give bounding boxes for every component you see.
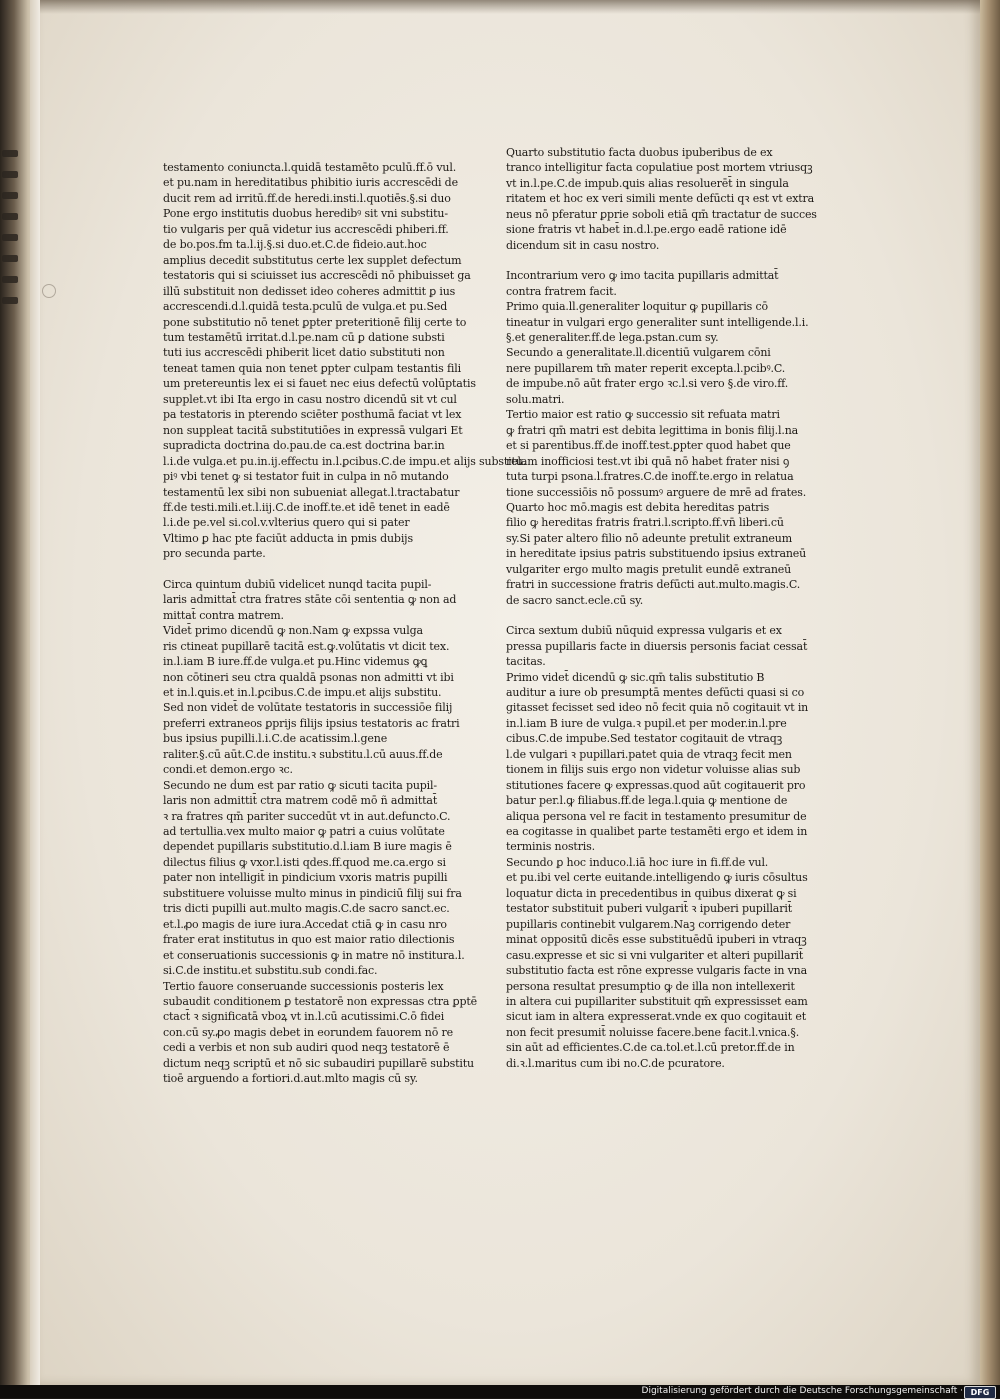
text-line: pressa pupillaris facte in diuersis personis faciat cessat̄ (506, 639, 808, 653)
text-line: Sed non videt̄ de volūtate testatoris in successiōe filij (163, 701, 453, 715)
text-line: tio vulgaris per quā videtur ius accrescēdi phiberi.ff. (163, 222, 449, 236)
previous-page-marks (2, 150, 18, 318)
left-page-edge (0, 0, 40, 1385)
text-line: loquatur dicta in precedentibus in quibus dixerat ꝙ si (506, 886, 797, 900)
text-line: illū substituit non dedisset ideo coheres admittit ꝑ ius (163, 284, 456, 298)
text-line: tranco intelligitur facta copulatiue post mortem vtriusqꝫ (506, 161, 813, 175)
text-line: vulgariter ergo multo magis pretulit eundē extraneū (506, 562, 792, 576)
text-line: aliqua persona vel re facit in testamento presumitur de (506, 809, 807, 823)
text-line: l.de vulgari ꝛ pupillari.patet quia de vtraqꝫ fecit men (506, 747, 792, 761)
text-line: Primo quia.ll.generaliter loquitur ꝙ pupillaris cō (506, 300, 768, 314)
text-line: substitutio facta est rōne expresse vulgaris facte in vna (506, 964, 808, 978)
text-line: de bo.pos.fm ta.l.ij.§.si duo.et.C.de fideio.aut.hoc (163, 238, 427, 252)
paragraph-gap (163, 562, 451, 577)
text-line: et si parentibus.ff.de inoff.test.ꝑpter quod habet que (506, 439, 791, 453)
text-line: dilectus filius ꝙ vxor.l.isti qdes.ff.quod me.ca.ergo si (163, 855, 446, 869)
text-line: bus ipsius pupilli.l.i.C.de acatissim.l.gene (163, 732, 388, 746)
text-line: Pone ergo institutis duobus heredibꝰ sit vni substitu- (163, 207, 448, 221)
text-line: testatoris qui si sciuisset ius accrescēdi nō phibuisset ga (163, 269, 471, 283)
page-top-shadow (40, 0, 980, 14)
text-line: de impube.nō aūt frater ergo ꝛc.l.si vero §.de viro.ff. (506, 377, 789, 391)
text-line: raliter.§.cū aūt.C.de institu.ꝛ substitu.l.cū auus.ff.de (163, 747, 443, 761)
text-line: supplet.vt ibi Ita ergo in casu nostro dicendū sit vt cul (163, 392, 457, 406)
text-line: Circa quintum dubiū videlicet nunqd tacita pupil- (163, 577, 432, 591)
text-line: subaudit conditionem ꝑ testatorē non expressas ctra ꝑptē (163, 995, 477, 1009)
text-line: sin aūt ad efficientes.C.de ca.tol.et.l.cū pretor.ff.de in (506, 1041, 795, 1055)
text-line: amplius decedit substitutus certe lex supplet defectum (163, 253, 462, 267)
text-line: pro secunda parte. (163, 547, 266, 561)
text-line: in.l.iam B iure.ff.de vulga.et pu.Hinc videmus ꝙꝗ (163, 655, 428, 669)
text-line: Secundo a generalitate.ll.dicentiū vulgarem cōni (506, 346, 771, 360)
text-line: Incontrarium vero ꝙ imo tacita pupillaris admittat̄ (506, 269, 779, 283)
text-line: cibus.C.de impube.Sed testator cogitauit de vtraqꝫ (506, 732, 783, 746)
text-line: non fecit presumit̄ noluisse facere.bene facit.l.vnica.§. (506, 1025, 800, 1039)
text-line: tuta turpi psona.l.fratres.C.de inoff.te.ergo in relatua (506, 470, 794, 484)
page-fold (30, 0, 40, 1385)
text-line: ea cogitasse in qualibet parte testamēti ergo et idem in (506, 825, 808, 839)
text-line: vt in.l.pe.C.de impub.ꝗuis alias resoluerēt̄ in singula (506, 176, 789, 190)
text-line: de sacro sanct.ecle.cū sy. (506, 593, 644, 607)
text-line: fratri in successione fratris defūcti aut.multo.magis.C. (506, 578, 801, 592)
text-line: Quarto hoc mō.magis est debita hereditas patris (506, 500, 770, 514)
text-line: tacitas. (506, 655, 546, 669)
text-line: filio ꝙ hereditas fratris fratri.l.scripto.ff.vn̄ liberi.cū (506, 516, 784, 530)
text-line: dicendum sit in casu nostro. (506, 238, 660, 252)
text-line: condi.et demon.ergo ꝛc. (163, 763, 293, 777)
text-line: testator substituit puberi vulgarit̄ ꝛ ipuberi pupillarit̄ (506, 902, 792, 916)
text-line: auditur a iure ob presumptā mentes defūcti quasi si co (506, 685, 805, 699)
text-line: tione successiōis nō possumꝰ arguere de mrē ad frates. (506, 485, 807, 499)
text-line: Secundo ꝑ hoc induco.l.iā hoc iure in fi.ff.de vul. (506, 855, 769, 869)
text-line: et in.l.ꝗuis.et in.l.ꝑcibus.C.de impu.et alijs substitu. (163, 685, 442, 699)
text-line: in altera cui pupillariter substituit qm̄ expressisset eam (506, 995, 808, 1009)
text-line: um pretereuntis lex ei si fauet nec eius defectū volūptatis (163, 377, 476, 391)
text-line: et pu.ibi vel certe euitande.intelligendo ꝙ iuris cōsultus (506, 871, 808, 885)
text-line: stitutiones facere ꝙ expressas.quod aūt cogitauerit pro (506, 778, 806, 792)
text-line: non cōtineri seu ctra qualdā psonas non admitti vt ibi (163, 670, 454, 684)
text-line: si.C.de institu.et substitu.sub condi.fac. (163, 964, 378, 978)
text-line: testamento coniuncta.l.quidā testamēto pculū.ff.ō vul. (163, 161, 457, 174)
paragraph-gap (506, 253, 788, 268)
text-line: persona resultat presumptio ꝙ de illa non intellexerit (506, 979, 795, 993)
text-line: et.l.ꝓo magis de iure iura.Accedat ctiā ꝙ in casu nro (163, 917, 447, 931)
text-line: l.i.de pe.vel si.col.v.vlterius quero qui si pater (163, 516, 410, 530)
text-line: nere pupillarem tm̄ mater reperit excepta.l.pcibꝰ.C. (506, 361, 786, 375)
right-text-column (506, 145, 817, 1071)
text-line: laris admittat̄ ctra fratres stāte cōi sententia ꝙ non ad (163, 593, 457, 607)
footer-credit: Digitalisierung gefördert durch die Deutsche Forschungsgemeinschaft · (641, 1386, 963, 1396)
text-line: substituere voluisse multo minus in pindiciū filij sui fra (163, 886, 462, 900)
text-line: l.i.de vulga.et pu.in.ij.effectu in.l.ꝑcibus.C.de impu.et alijs substitu. (163, 454, 527, 468)
text-line: tineatur in vulgari ergo generaliter sunt intelligende.l.i. (506, 315, 809, 329)
text-line: ꝙ fratri qm̄ matri est debita legittima in bonis filij.l.na (506, 423, 799, 437)
text-line: sy.Si pater altero filio nō adeunte pretulit extraneum (506, 531, 792, 545)
text-line: frater erat institutus in quo est maior ratio dilectionis (163, 933, 455, 947)
text-line: Tertio fauore conseruande successionis posteris lex (163, 979, 444, 993)
text-line: Vltimo ꝑ hac pte faciūt adducta in pmis dubijs (163, 531, 413, 545)
text-line: dependet pupillaris substitutio.d.l.iam B iure magis ē (163, 840, 452, 854)
right-page-edge (980, 0, 1000, 1385)
text-line: batur per.l.ꝙ filiabus.ff.de lega.l.quia ꝙ mentione de (506, 794, 788, 808)
text-line: in.l.iam B iure de vulga.ꝛ pupil.et per moder.in.l.pre (506, 716, 787, 730)
text-line: solu.matri. (506, 392, 565, 406)
text-line: ris ctineat pupillarē tacitā est.ꝙ.volūtatis vt dicit tex. (163, 639, 450, 653)
text-line: pa testatoris in pterendo sciēter posthumā faciat vt lex (163, 408, 462, 422)
text-line: ctact̄ ꝛ significatā vboꝝ vt in.l.cū acutissimi.C.ō fidei (163, 1010, 445, 1024)
text-line: Primo videt̄ dicendū ꝙ sic.qm̄ talis substitutio B (506, 670, 765, 684)
text-line: Circa sextum dubiū nūquid expressa vulgaris et ex (506, 624, 782, 638)
text-line: relam inofficiosi test.vt ibi quā nō habet frater nisi ꝯ (506, 454, 790, 468)
footer-bar (0, 1385, 1000, 1398)
text-line: accrescendi.d.l.quidā testa.pculū de vulga.et pu.Sed (163, 300, 448, 314)
text-line: cedi a verbis et non sub audiri quod neqꝫ testatorē ē (163, 1041, 450, 1055)
text-line: supradicta doctrina do.pau.de ca.est doctrina bar.in (163, 439, 445, 453)
text-line: in hereditate ipsius patris substituendo ipsius extraneū (506, 547, 807, 561)
text-line: Quarto substitutio facta duobus ipuberibus de ex (506, 146, 773, 159)
text-line: neus nō pferatur ꝑprie soboli etiā qm̄ tractatur de succes (506, 207, 817, 221)
text-line: Videt̄ primo dicendū ꝙ non.Nam ꝙ expssa vulga (163, 624, 423, 638)
text-line: tuti ius accrescēdi phiberit licet datio substituti non (163, 346, 445, 360)
text-line: contra fratrem facit. (506, 284, 617, 298)
text-line: ꝛ ra fratres qm̄ pariter succedūt vt in aut.defuncto.C. (163, 809, 451, 823)
text-line: gitasset fecisset sed ideo nō fecit quia nō cogitauit vt in (506, 701, 809, 715)
text-line: ff.de testi.mili.et.l.iij.C.de inoff.te.et idē tenet in eadē (163, 500, 450, 514)
text-line: mittat̄ contra matrem. (163, 608, 284, 622)
text-line: non suppleat tacitā substitutiōes in expressā vulgari Et (163, 423, 463, 437)
text-line: laris non admittit̄ ctra matrem codē mō ñ admittat̄ (163, 794, 438, 808)
text-line: casu.expresse et sic si vni vulgariter et alteri pupillarit̄ (506, 948, 804, 962)
text-line: ducit rem ad irritū.ff.de heredi.insti.l.quotiēs.§.si duo (163, 191, 451, 205)
text-line: piꝰ vbi tenet ꝙ si testator fuit in culpa in nō mutando (163, 470, 449, 484)
text-line: sione fratris vt habet̄ in.d.l.pe.ergo eadē ratione idē (506, 223, 787, 237)
text-line: tionem in filijs suis ergo non videtur voluisse alias sub (506, 763, 801, 777)
text-line: pone substitutio nō tenet ꝑpter preteritionē filij certe to (163, 315, 467, 329)
text-line: tum testamētū irritat.d.l.pe.nam cū ꝑ datione substi (163, 330, 445, 344)
text-line: Secundo ne ḋum est par ratio ꝙ sicuti tacita pupil- (163, 778, 437, 792)
text-line: di.ꝛ.l.maritus cum ibi no.C.de pcuratore. (506, 1056, 725, 1070)
text-line: teneat tamen quia non tenet ꝑpter culpam testantis fili (163, 361, 462, 375)
text-line: et pu.nam in hereditatibus phibitio iuris accrescēdi de (163, 176, 458, 190)
text-line: minat oppositū dicēs esse substituēdū ipuberi in vtraqꝫ (506, 933, 807, 947)
text-line: testamentū lex sibi non subueniat allegat.l.tractabatur (163, 485, 460, 499)
paper-hole (42, 284, 56, 298)
text-line: Tertio maior est ratio ꝙ successio sit refuata matri (506, 408, 780, 422)
text-line: preferri extraneos ꝑprijs filijs ipsius testatoris ac fratri (163, 716, 460, 730)
text-line: tris dicti pupilli aut.multo magis.C.de sacro sanct.ec. (163, 902, 450, 916)
text-line: tioē arguendo a fortiori.d.aut.mlto magis cū sy. (163, 1072, 418, 1086)
text-line: §.et generaliter.ff.de lega.pstan.cum sy. (506, 330, 719, 344)
dfg-logo: DFG (964, 1386, 996, 1399)
text-line: ad tertullia.vex multo maior ꝙ patri a cuius volūtate (163, 825, 445, 839)
text-line: pupillaris continebit vulgarem.Naꝫ corrigendo deter (506, 917, 791, 931)
text-line: terminis nostris. (506, 840, 596, 854)
paragraph-gap (506, 608, 788, 623)
text-line: pater non intelligit̄ in pindicium vxoris matris pupilli (163, 871, 448, 885)
text-line: con.cū sy.ꝓo magis debet in eorundem fauorem nō re (163, 1025, 453, 1039)
text-line: et conseruationis successionis ꝙ in matre nō institura.l. (163, 948, 465, 962)
text-line: sicut iam in altera expresserat.vnde ex quo cogitauit et (506, 1010, 806, 1024)
text-line: dictum neqꝫ scriptū et nō sic subaudiri pupillarē substitu (163, 1056, 474, 1070)
text-line: ritatem et hoc ex veri simili mente defūcti qꝛ est vt extra (506, 192, 815, 206)
